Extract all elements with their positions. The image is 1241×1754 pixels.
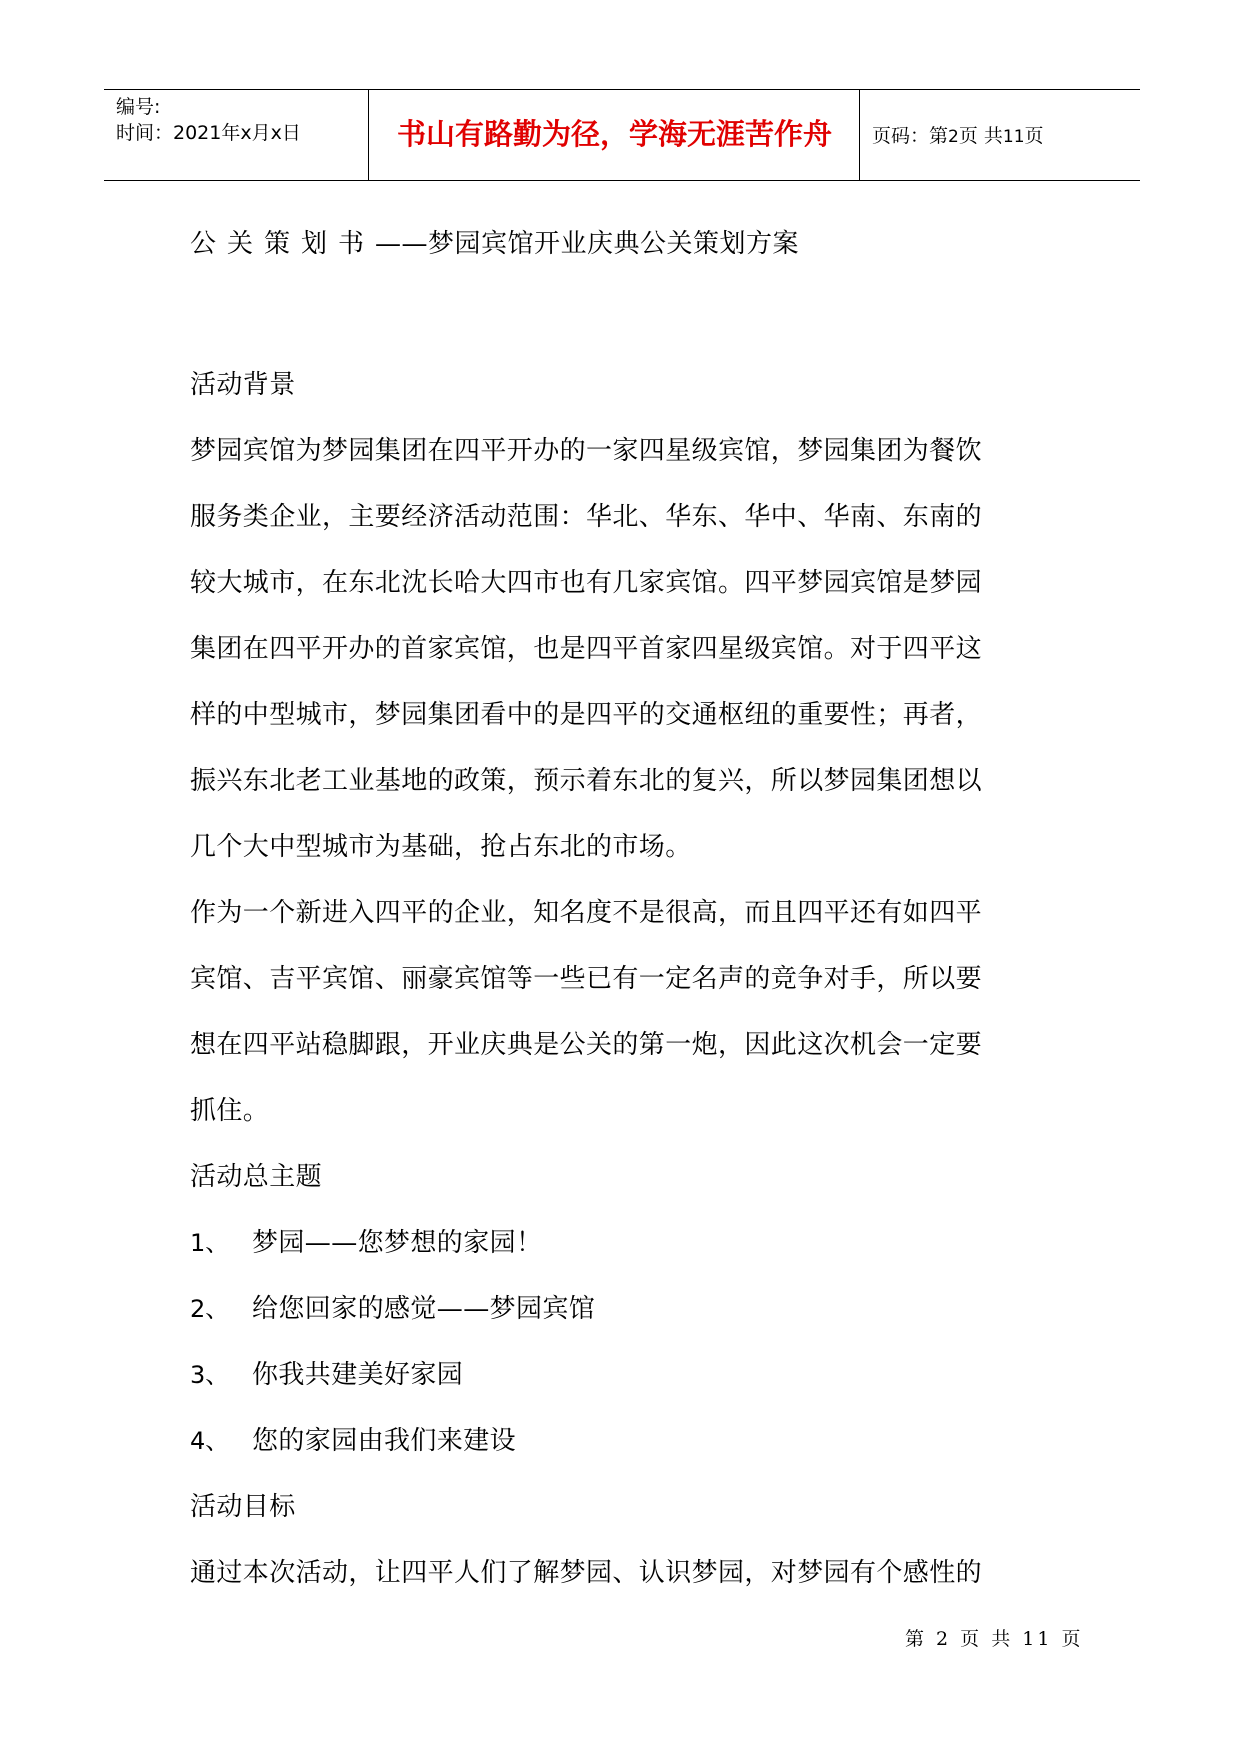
list-number: 2、	[190, 1295, 230, 1323]
document-body	[190, 352, 1070, 1606]
document-title	[190, 224, 799, 264]
page-header	[104, 89, 1140, 181]
page-prefix: 页码：第	[872, 125, 949, 147]
header-divider-left	[368, 90, 369, 180]
title-rest: ——梦园宾馆开业庆典公关策划方案	[375, 229, 800, 259]
paragraph-line: 想在四平站稳脚跟，开业庆典是公关的第一炮，因此这次机会一定要	[190, 1030, 983, 1060]
paragraph-line: 通过本次活动，让四平人们了解梦园、认识梦园，对梦园有个感性的	[190, 1558, 983, 1588]
page-suffix: 页	[1024, 125, 1044, 147]
time-label: 时间：2021年x月x日	[116, 122, 301, 144]
paragraph-line: 作为一个新进入四平的企业，知名度不是很高，而且四平还有如四平	[190, 898, 983, 928]
list-text: 给您回家的感觉——梦园宾馆	[252, 1294, 596, 1324]
header-page-number	[872, 122, 1044, 151]
paragraph-line: 抓住。	[190, 1096, 270, 1126]
list-number: 1、	[190, 1229, 230, 1257]
header-motto: 书山有路勤为径，学海无涯苦作舟	[396, 117, 832, 151]
paragraph-line: 服务类企业，主要经济活动范围：华北、华东、华中、华南、东南的	[190, 502, 983, 532]
page-footer: 第 2 页 共 11 页	[905, 1628, 1084, 1650]
header-divider-right	[859, 90, 860, 180]
section-heading-goal: 活动目标	[190, 1492, 296, 1522]
list-text: 梦园——您梦想的家园！	[252, 1228, 543, 1258]
paragraph-line: 宾馆、吉平宾馆、丽豪宾馆等一些已有一定名声的竞争对手，所以要	[190, 964, 983, 994]
number-label: 编号:	[116, 96, 161, 118]
list-item	[190, 1408, 1070, 1474]
list-text: 您的家园由我们来建设	[252, 1426, 517, 1456]
list-text: 你我共建美好家园	[252, 1360, 464, 1390]
paragraph-line: 较大城市，在东北沈长哈大四市也有几家宾馆。四平梦园宾馆是梦园	[190, 568, 983, 598]
list-item	[190, 1342, 1070, 1408]
list-item	[190, 1210, 1070, 1276]
paragraph-line: 样的中型城市，梦园集团看中的是四平的交通枢纽的重要性；再者，	[190, 700, 983, 730]
paragraph-line: 振兴东北老工业基地的政策，预示着东北的复兴，所以梦园集团想以	[190, 766, 983, 796]
paragraph-line: 几个大中型城市为基础，抢占东北的市场。	[190, 832, 692, 862]
section-heading-theme: 活动总主题	[190, 1162, 323, 1192]
header-meta	[116, 94, 301, 146]
paragraph-line: 集团在四平开办的首家宾馆，也是四平首家四星级宾馆。对于四平这	[190, 634, 983, 664]
section-heading-background: 活动背景	[190, 370, 296, 400]
list-number: 3、	[190, 1361, 230, 1389]
page-mid: 页 共	[958, 125, 1003, 147]
list-number: 4、	[190, 1427, 230, 1455]
list-item	[190, 1276, 1070, 1342]
title-prefix: 公关策划书	[190, 229, 376, 259]
page-current: 2	[948, 127, 959, 147]
page-total: 11	[1002, 127, 1025, 147]
paragraph-line: 梦园宾馆为梦园集团在四平开办的一家四星级宾馆，梦园集团为餐饮	[190, 436, 983, 466]
